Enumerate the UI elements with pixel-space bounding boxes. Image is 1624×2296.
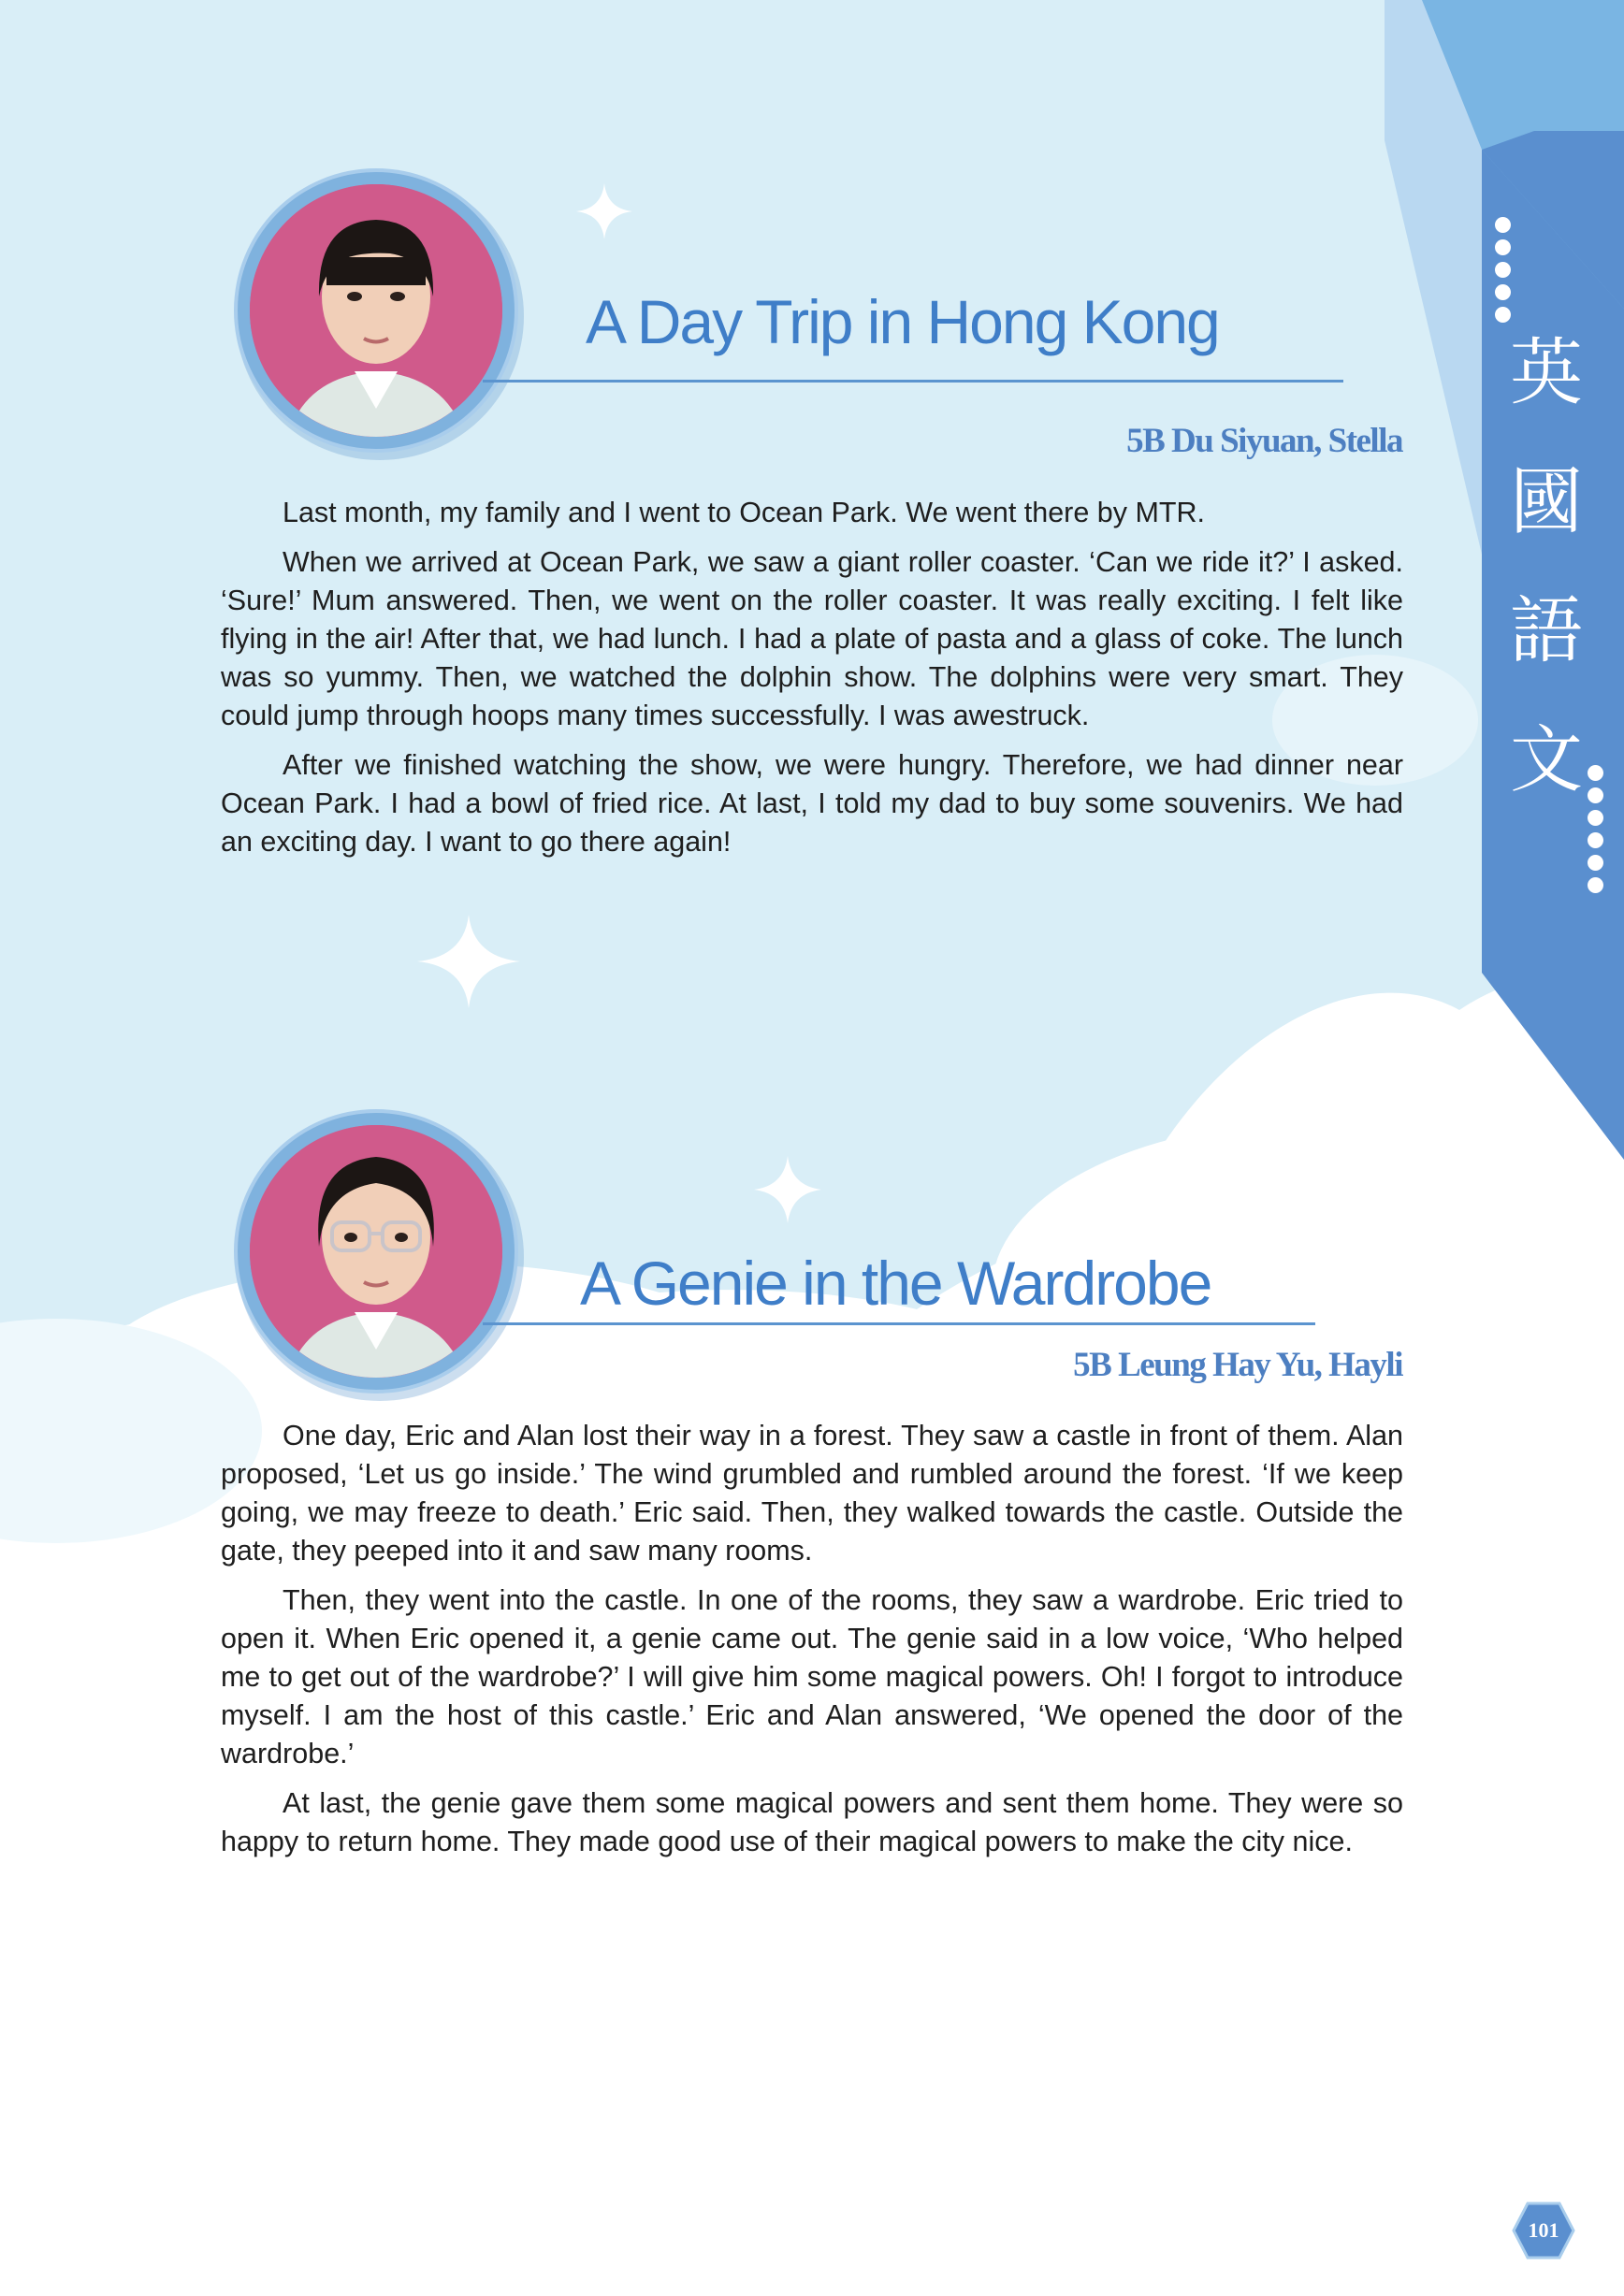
- paragraph: One day, Eric and Alan lost their way in a forest. They saw a castle in front of them. Alan proposed, ‘Let us go inside.’ The wind grumbled and rumbled around the forest. ‘If we keep going, we may freeze to death.’ Eric said. Then, they walked towards the castle. Outside the gate, they peeped into it and saw many rooms.: [221, 1420, 1403, 1567]
- decor-dots-top: [1495, 217, 1511, 323]
- section-char: 文: [1509, 718, 1583, 802]
- sparkle-icon: [417, 915, 520, 1008]
- article-body: [221, 1417, 1403, 1872]
- paragraph: Last month, my family and I went to Ocean Park. We went there by MTR.: [283, 497, 1205, 528]
- section-char: 國: [1509, 460, 1583, 544]
- section-title-vertical: [1495, 309, 1598, 825]
- sparkle-icon: [754, 1156, 821, 1223]
- paragraph: After we finished watching the show, we were hungry. Therefore, we had dinner near Ocean Park. I had a bowl of fried rice. At last, I told my dad to buy some souvenirs. We had an exciting day. I want to go there again!: [221, 749, 1403, 858]
- sparkle-icon: [576, 183, 632, 239]
- article-author: 5B Leung Hay Yu, Hayli: [1073, 1346, 1402, 1384]
- author-photo: [238, 172, 515, 449]
- page-number: 101: [1528, 2218, 1559, 2242]
- section-char: 語: [1509, 589, 1583, 673]
- section-char: 英: [1509, 331, 1583, 415]
- paragraph: Then, they went into the castle. In one of the rooms, they saw a wardrobe. Eric tried to open it. When Eric opened it, a genie came out. The genie said in a low voice, ‘Who helped me to get out of the wardrobe?’ I will give him some magical powers. Oh! I forgot to introduce myself. I am the host of this castle.’ Eric and Alan answered, ‘We opened the door of the wardrobe.’: [221, 1584, 1403, 1769]
- article-title: A Day Trip in Hong Kong: [586, 287, 1219, 356]
- title-underline: [483, 380, 1343, 383]
- article-author: 5B Du Siyuan, Stella: [1126, 422, 1402, 460]
- article-body: [221, 494, 1403, 873]
- author-photo: [238, 1113, 515, 1390]
- article-title: A Genie in the Wardrobe: [580, 1249, 1211, 1318]
- paragraph: When we arrived at Ocean Park, we saw a giant roller coaster. ‘Can we ride it?’ I asked. ‘Sure!’ Mum answered. Then, we went on the roller coaster. It was really exciting. I felt like flying in the air! After that, we had lunch. I had a plate of pasta and a glass of coke. The lunch was so yummy. Then, we watched the dolphin show. The dolphins were very smart. They could jump through hoops many times successfully. I was awestruck.: [221, 546, 1403, 731]
- title-underline: [483, 1322, 1315, 1325]
- paragraph: At last, the genie gave them some magical powers and sent them home. They were so happy to return home. They made good use of their magical powers to make the city nice.: [221, 1787, 1403, 1857]
